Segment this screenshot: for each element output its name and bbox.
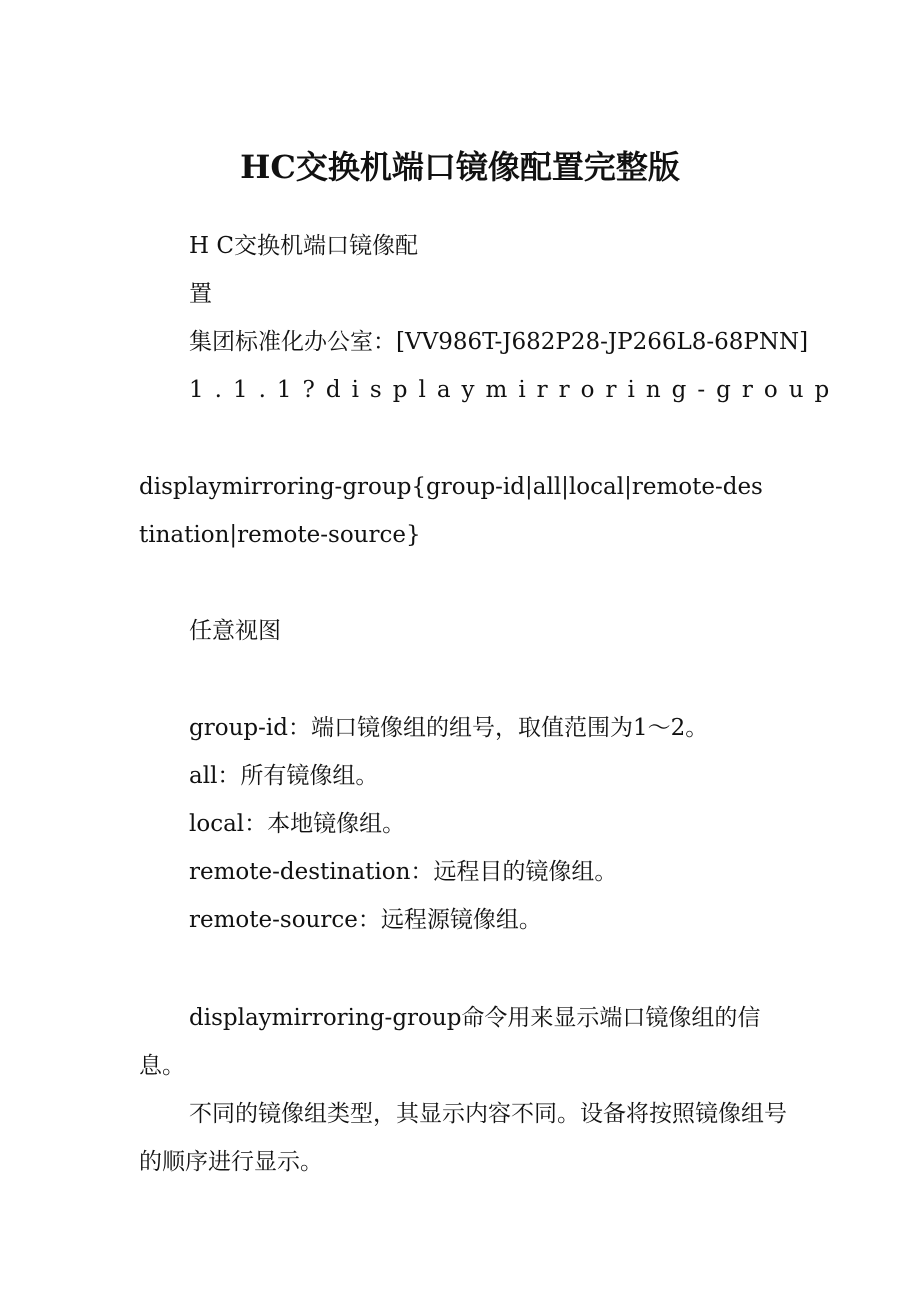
param-all: all：所有镜像组。 xyxy=(189,763,379,789)
office-line: 集团标准化办公室：[VV986T-J682P28-JP266L8-68PNN] xyxy=(189,329,809,355)
param-remote-destination: remote-destination：远程目的镜像组。 xyxy=(189,859,618,885)
param-local: local：本地镜像组。 xyxy=(189,811,406,837)
document-title: HC交换机端口镜像配置完整版 xyxy=(240,148,680,186)
subtitle-line-1: H C交换机端口镜像配 xyxy=(189,233,418,259)
subtitle-line-2: 置 xyxy=(189,281,212,307)
description-paragraph-2: 不同的镜像组类型，其显示内容不同。设备将按照镜像组号的顺序进行显示。 xyxy=(139,1101,787,1175)
param-remote-source: remote-source：远程源镜像组。 xyxy=(189,907,542,933)
command-syntax: displaymirroring-group{group-id|all|local|remote-destination|remote-source} xyxy=(139,474,763,548)
description-paragraph-1: displaymirroring-group命令用来显示端口镜像组的信息。 xyxy=(139,1005,761,1079)
param-group-id: group-id：端口镜像组的组号，取值范围为1～2。 xyxy=(189,715,709,741)
section-heading: 1.1.1?displaymirroring-group xyxy=(189,377,841,403)
view-text: 任意视图 xyxy=(189,618,281,644)
